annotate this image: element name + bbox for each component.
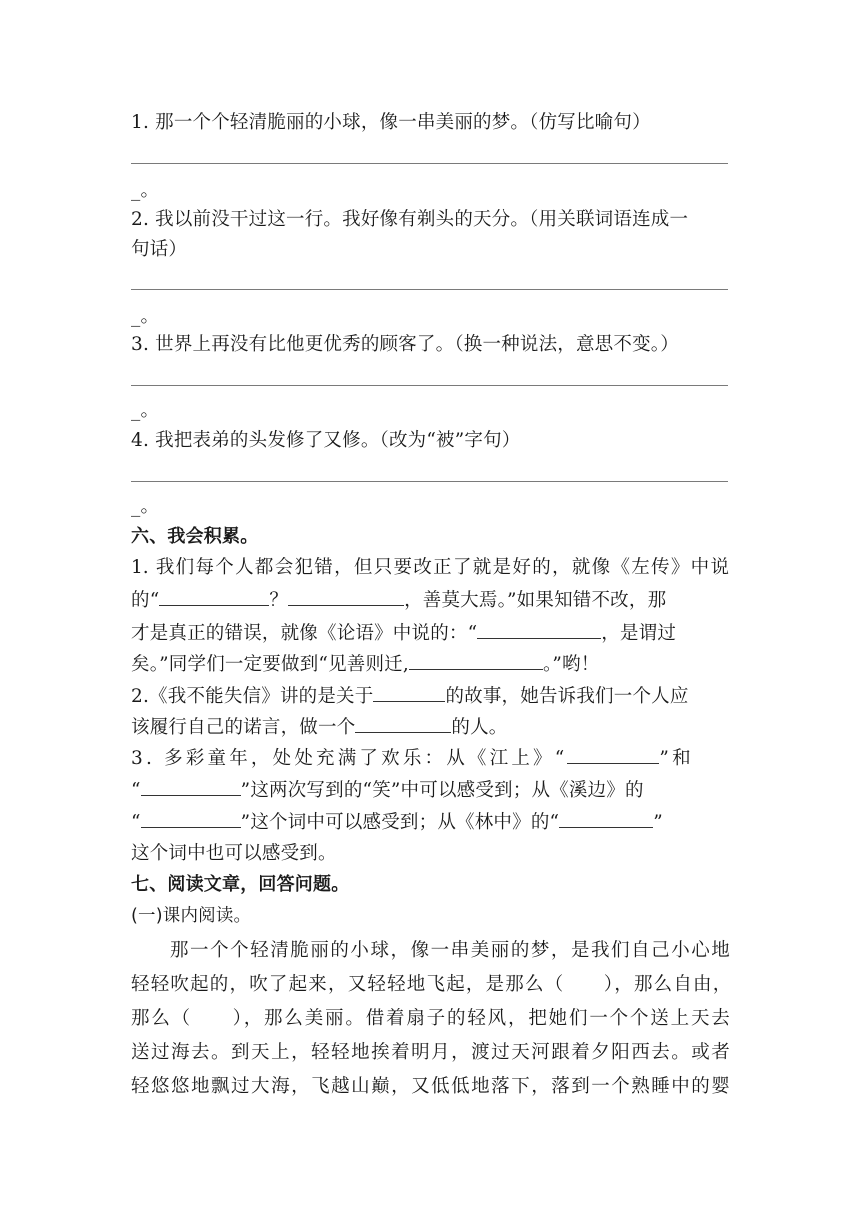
blank-jiangshang[interactable] [567,745,659,764]
s6-l2b: ？ [269,590,289,611]
s6-l9b: ”这个词中可以感受到；从《林中》的“ [240,812,560,833]
s6-l3a: 才是真正的错误，就像《论语》中说的：“ [131,623,478,644]
blank-linzhong[interactable] [559,809,653,828]
s6-line-4 [131,651,599,678]
answer-line-1[interactable] [131,163,728,164]
s6-line-8 [131,777,644,804]
question-3: 3. 世界上再没有比他更优秀的顾客了。（换一种说法，意思不变。） [131,334,679,355]
question-2-cont: 句话） [131,239,188,260]
s6-l2c: ，善莫大焉。”如果知错不改，那 [404,590,667,611]
s6-line-2 [131,587,666,614]
question-1: 1. 那一个个轻清脆丽的小球，像一串美丽的梦。（仿写比喻句） [131,112,651,133]
s6-line-5 [131,683,689,710]
section-6-title: 六、我会积累。 [131,526,259,547]
s6-l6a: 该履行自己的诺言，做一个 [131,717,356,738]
s6-line-10: 这个词中也可以感受到。 [131,843,337,864]
answer-line-3-tail: _。 [131,400,160,421]
answer-line-2[interactable] [131,289,728,290]
s6-l5a: 2.《我不能失信》讲的是关于 [131,686,374,707]
s6-l4b: 。”哟！ [542,654,600,675]
reading-line-5: 轻悠悠地飘过大海，飞越山巅，又低低地落下，落到一个熟睡中的婴 [131,1076,731,1097]
s6-line-3 [131,620,676,647]
s6-l6b: 的人。 [451,717,508,738]
answer-line-1-tail: _。 [131,180,160,201]
question-4: 4. 我把表弟的头发修了又修。（改为“被”字句） [131,430,521,451]
blank-lunyu[interactable] [477,620,601,639]
answer-line-3[interactable] [131,385,728,386]
blank-jianshan[interactable] [409,651,543,670]
section-7-subtitle: (一)课内阅读。 [131,906,252,926]
blank-story[interactable] [373,683,445,702]
blank-xibian[interactable] [141,809,241,828]
s6-line-6 [131,714,508,741]
blank-zuozhuan-2[interactable] [288,587,404,606]
s6-l9a: “ [131,812,141,833]
reading-line-1: 那一个个轻清脆丽的小球，像一串美丽的梦，是我们自己小心地 [170,940,731,961]
s6-l3b: ，是谓过 [601,623,677,644]
s6-line-7 [131,745,694,772]
question-2: 2. 我以前没干过这一行。我好像有剃头的天分。（用关联词语连成一 [131,209,689,230]
s6-l8a: “ [131,780,141,801]
blank-person[interactable] [355,714,451,733]
s6-l7b: ”和 [659,748,694,769]
section-7-title: 七、阅读文章，回答问题。 [131,874,350,895]
s6-l2a: 的“ [131,590,160,611]
s6-l5b: 的故事，她告诉我们一个人应 [445,686,689,707]
s6-l4a: 矣。”同学们一定要做到“见善则迁, [131,654,409,675]
blank-laugh[interactable] [141,777,241,796]
s6-line-9 [131,809,663,836]
blank-zuozhuan-1[interactable] [159,587,269,606]
s6-l9c: ” [653,812,663,833]
reading-line-4: 送过海去。到天上，轻轻地挨着明月，渡过天河跟着夕阳西去。或者 [131,1042,731,1063]
s6-l8b: ”这两次写到的“笑”中可以感受到；从《溪边》的 [240,780,644,801]
s6-l7a: 3. 多彩童年，处处充满了欢乐：从《江上》“ [131,748,568,769]
reading-line-3: 那么（ ），那么美丽。借着扇子的轻风，把她们一个个送上天去 [131,1008,731,1029]
reading-line-2: 轻轻吹起的，吹了起来，又轻轻地飞起，是那么（ ），那么自由， [131,974,733,995]
answer-line-4[interactable] [131,481,728,482]
s6-line-1: 1. 我们每个人都会犯错，但只要改正了就是好的，就像《左传》中说 [131,557,729,578]
answer-line-4-tail: _。 [131,496,160,517]
answer-line-2-tail: _。 [131,306,160,327]
